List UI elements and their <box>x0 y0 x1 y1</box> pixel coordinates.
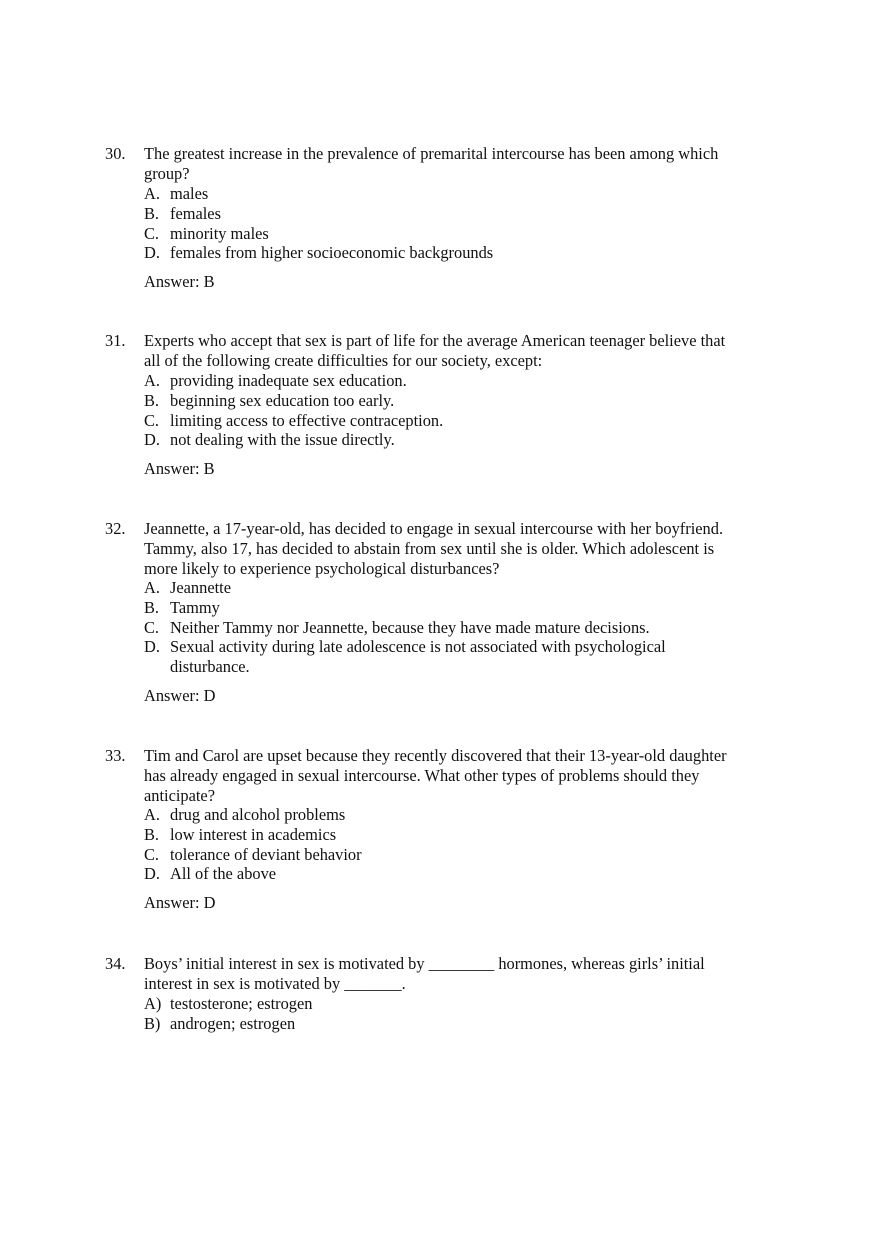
option-text: females <box>170 203 221 223</box>
option-letter: B. <box>144 390 160 410</box>
answer-options <box>144 371 764 450</box>
option-letter: B) <box>144 1013 161 1033</box>
answer-options <box>144 994 764 1034</box>
option-text: Neither Tammy nor Jeannette, because they have made mature decisions. <box>170 617 650 637</box>
question-text <box>144 954 764 994</box>
answer-key: Answer: B <box>144 272 215 291</box>
option-letter: C. <box>144 223 160 243</box>
question-text-line: group? <box>144 163 190 183</box>
question-text-line: more likely to experience psychological disturbances? <box>144 558 500 578</box>
option-d <box>144 864 764 884</box>
option-letter: A. <box>144 184 160 203</box>
option-text: Sexual activity during late adolescence is not associated with psychological <box>170 637 666 657</box>
option-text: tolerance of deviant behavior <box>170 844 362 864</box>
answer-key: Answer: D <box>144 686 216 705</box>
question-number: 34. <box>105 954 126 973</box>
question-text-line: interest in sex is motivated by _______. <box>144 973 406 993</box>
option-letter: C. <box>144 410 160 430</box>
option-letter: C. <box>144 617 160 637</box>
question-text-line: Jeannette, a 17-year-old, has decided to engage in sexual intercourse with her boyfriend. <box>144 519 724 538</box>
option-letter: A. <box>144 578 160 597</box>
question-text-line: has already engaged in sexual intercourse. What other types of problems should they <box>144 765 700 785</box>
option-text: drug and alcohol problems <box>170 805 346 824</box>
question-text-line: Tammy, also 17, has decided to abstain from sex until she is older. Which adolescent is <box>144 538 715 558</box>
option-letter: D. <box>144 864 160 884</box>
option-text: beginning sex education too early. <box>170 390 395 410</box>
option-b <box>144 391 764 411</box>
question-text-line: Tim and Carol are upset because they recently discovered that their 13-year-old daughter <box>144 746 727 765</box>
question-text-line: Boys’ initial interest in sex is motivated by ________ hormones, whereas girls’ initial <box>144 954 705 973</box>
option-letter: D. <box>144 430 160 450</box>
answer-options <box>144 805 764 884</box>
question-number: 33. <box>105 746 126 765</box>
option-text: limiting access to effective contraception. <box>170 410 444 430</box>
option-letter: D. <box>144 243 160 263</box>
option-letter: B. <box>144 597 160 617</box>
option-text: not dealing with the issue directly. <box>170 430 395 450</box>
option-d <box>144 430 764 450</box>
option-d <box>144 637 764 677</box>
option-text: females from higher socioeconomic backgrounds <box>170 243 494 263</box>
option-c <box>144 618 764 638</box>
question-text <box>144 331 764 371</box>
option-b <box>144 1014 764 1034</box>
question-text-line: The greatest increase in the prevalence of premarital intercourse has been among which <box>144 144 719 163</box>
option-letter: A. <box>144 805 160 824</box>
question-text-line: anticipate? <box>144 785 215 805</box>
option-text: providing inadequate sex education. <box>170 371 407 390</box>
option-b <box>144 825 764 845</box>
option-a <box>144 371 764 391</box>
option-a <box>144 184 764 204</box>
option-d <box>144 243 764 263</box>
answer-options <box>144 578 764 677</box>
option-letter: A. <box>144 371 160 390</box>
option-a <box>144 578 764 598</box>
option-letter: B. <box>144 824 160 844</box>
answer-key: Answer: B <box>144 459 215 478</box>
question-text-line: Experts who accept that sex is part of life for the average American teenager believe that <box>144 331 726 350</box>
option-letter: B. <box>144 203 160 223</box>
option-letter: D. <box>144 637 160 657</box>
option-c <box>144 411 764 431</box>
question-number: 32. <box>105 519 126 538</box>
answer-options <box>144 184 764 263</box>
question-number: 30. <box>105 144 126 163</box>
option-text: testosterone; estrogen <box>170 994 313 1013</box>
option-text: minority males <box>170 223 269 243</box>
option-b <box>144 204 764 224</box>
option-a <box>144 805 764 825</box>
option-a <box>144 994 764 1014</box>
option-text: Jeannette <box>170 578 231 597</box>
question-text <box>144 746 764 805</box>
question-text <box>144 144 764 184</box>
option-b <box>144 598 764 618</box>
option-text: All of the above <box>170 864 277 884</box>
question-text <box>144 519 764 578</box>
answer-key: Answer: D <box>144 893 216 912</box>
option-text: males <box>170 184 209 203</box>
option-text: disturbance. <box>170 657 250 677</box>
option-text: low interest in academics <box>170 824 337 844</box>
option-text: Tammy <box>170 597 220 617</box>
option-text: androgen; estrogen <box>170 1013 296 1033</box>
option-c <box>144 224 764 244</box>
option-c <box>144 845 764 865</box>
question-number: 31. <box>105 331 126 350</box>
option-letter: A) <box>144 994 162 1013</box>
question-text-line: all of the following create difficulties for our society, except: <box>144 350 543 370</box>
option-letter: C. <box>144 844 160 864</box>
